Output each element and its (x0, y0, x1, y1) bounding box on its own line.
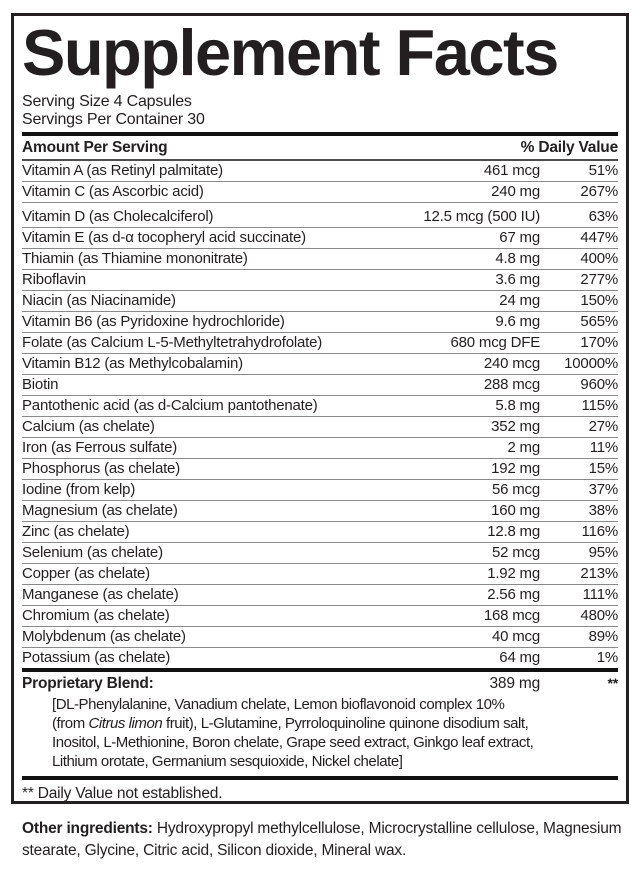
blend-description-line: [DL-Phenylalanine, Vanadium chelate, Lemon bioflavonoid complex 10% (52, 696, 505, 713)
nutrient-row (22, 479, 618, 500)
nutrient-amount: 288 mcg (483, 376, 540, 393)
proprietary-blend-row (22, 668, 618, 693)
nutrient-name: Niacin (as Niacinamide) (22, 292, 176, 309)
nutrient-dv: 11% (589, 439, 618, 456)
other-ingredients-text: Hydroxypropyl methylcellulose, Microcrystalline cellulose, Magnesium stearate, Glycine, Citric acid, Silicon dioxide, Mineral wax. (22, 820, 622, 859)
nutrient-table (22, 161, 618, 668)
nutrient-row (22, 332, 618, 353)
nutrient-name: Selenium (as chelate) (22, 544, 163, 561)
nutrient-dv: 267% (580, 183, 618, 200)
nutrient-row (22, 311, 618, 332)
nutrient-dv: 38% (588, 502, 618, 519)
nutrient-row (22, 584, 618, 605)
blend-name: Proprietary Blend: (22, 675, 154, 692)
nutrient-row (22, 374, 618, 395)
nutrient-amount: 3.6 mg (495, 271, 540, 288)
nutrient-amount: 168 mcg (483, 607, 540, 624)
nutrient-dv: 111% (582, 586, 618, 603)
nutrient-name: Calcium (as chelate) (22, 418, 155, 435)
nutrient-amount: 12.5 mcg (500 IU) (423, 208, 540, 225)
label-title: Supplement Facts (22, 16, 558, 89)
nutrient-amount: 24 mg (499, 292, 540, 309)
nutrient-dv: 15% (588, 460, 618, 477)
nutrient-dv: 565% (580, 313, 618, 330)
nutrient-name: Iodine (from kelp) (22, 481, 136, 498)
nutrient-name: Manganese (as chelate) (22, 586, 179, 603)
nutrient-row (22, 269, 618, 290)
nutrient-name: Chromium (as chelate) (22, 607, 170, 624)
nutrient-amount: 2 mg (507, 439, 540, 456)
nutrient-dv: 400% (580, 250, 618, 267)
nutrient-amount: 12.8 mg (487, 523, 540, 540)
other-ingredients (22, 818, 626, 861)
blend-dv-asterisks: ** (607, 675, 618, 691)
nutrient-dv: 213% (580, 565, 618, 582)
nutrient-dv: 95% (588, 544, 618, 561)
header-dv-label: % Daily Value (520, 139, 618, 156)
servings-per-container: Servings Per Container 30 (22, 110, 205, 128)
nutrient-name: Folate (as Calcium L-5-Methyltetrahydrofolate) (22, 334, 323, 351)
nutrient-row (22, 248, 618, 269)
nutrient-row (22, 563, 618, 584)
header-amount-label: Amount Per Serving (22, 139, 168, 156)
nutrient-dv: 960% (580, 376, 618, 393)
serving-info (22, 93, 618, 128)
nutrient-row (22, 626, 618, 647)
nutrient-amount: 240 mcg (483, 355, 540, 372)
nutrient-dv: 277% (580, 271, 618, 288)
nutrient-amount: 9.6 mg (495, 313, 540, 330)
nutrient-name: Copper (as chelate) (22, 565, 150, 582)
nutrient-amount: 52 mcg (492, 544, 540, 561)
nutrient-amount: 64 mg (499, 649, 540, 666)
nutrient-dv: 150% (580, 292, 618, 309)
nutrient-dv: 115% (581, 397, 618, 414)
nutrient-amount: 67 mg (499, 229, 540, 246)
nutrient-row (22, 227, 618, 248)
nutrient-dv: 37% (588, 481, 618, 498)
daily-value-footnote: ** Daily Value not established. (22, 785, 223, 802)
nutrient-name: Thiamin (as Thiamine mononitrate) (22, 250, 248, 267)
nutrient-name: Vitamin C (as Ascorbic acid) (22, 183, 204, 200)
nutrient-name: Iron (as Ferrous sulfate) (22, 439, 178, 456)
nutrient-name: Vitamin A (as Retinyl palmitate) (22, 162, 223, 179)
nutrient-name: Pantothenic acid (as d-Calcium pantothenate) (22, 397, 318, 414)
nutrient-row (22, 542, 618, 563)
nutrient-amount: 240 mg (491, 183, 540, 200)
nutrient-name: Vitamin B12 (as Methylcobalamin) (22, 355, 243, 372)
other-ingredients-label: Other ingredients: (22, 820, 153, 837)
nutrient-dv: 447% (580, 229, 618, 246)
nutrient-dv: 116% (581, 523, 618, 540)
nutrient-amount: 461 mcg (483, 162, 540, 179)
nutrient-row (22, 202, 618, 227)
nutrient-row (22, 416, 618, 437)
table-header (22, 136, 618, 161)
nutrient-dv: 1% (596, 649, 618, 666)
nutrient-name: Vitamin B6 (as Pyridoxine hydrochloride) (22, 313, 285, 330)
nutrient-name: Zinc (as chelate) (22, 523, 130, 540)
botanical-name-italic: Citrus limon (88, 715, 163, 732)
nutrient-name: Potassium (as chelate) (22, 649, 171, 666)
nutrient-dv: 51% (588, 162, 618, 179)
nutrient-dv: 27% (588, 418, 618, 435)
nutrient-name: Magnesium (as chelate) (22, 502, 178, 519)
serving-size: Serving Size 4 Capsules (22, 93, 192, 110)
nutrient-name: Biotin (22, 376, 59, 393)
nutrient-name: Vitamin D (as Cholecalciferol) (22, 208, 214, 225)
nutrient-row (22, 181, 618, 202)
blend-description (22, 693, 618, 776)
nutrient-amount: 680 mcg DFE (450, 334, 540, 351)
nutrient-row (22, 605, 618, 626)
nutrient-dv: 63% (588, 208, 618, 225)
nutrient-name: Phosphorus (as chelate) (22, 460, 180, 477)
nutrient-name: Riboflavin (22, 271, 86, 288)
nutrient-row (22, 500, 618, 521)
nutrient-row (22, 458, 618, 479)
blend-description-line: Inositol, L-Methionine, Boron chelate, Grape seed extract, Ginkgo leaf extract, (52, 734, 534, 751)
nutrient-amount: 2.56 mg (487, 586, 540, 603)
nutrient-row (22, 437, 618, 458)
nutrient-amount: 4.8 mg (495, 250, 540, 267)
nutrient-amount: 5.8 mg (495, 397, 540, 414)
supplement-facts-label (11, 13, 629, 804)
nutrient-amount: 1.92 mg (487, 565, 540, 582)
nutrient-name: Vitamin E (as d-α tocopheryl acid succinate) (22, 229, 306, 246)
nutrient-amount: 352 mg (491, 418, 540, 435)
blend-description-line: (from Citrus limon fruit), L-Glutamine, Pyrroloquinoline quinone disodium salt, (52, 715, 529, 732)
nutrient-row (22, 395, 618, 416)
nutrient-amount: 56 mcg (492, 481, 540, 498)
nutrient-row (22, 353, 618, 374)
nutrient-row (22, 290, 618, 311)
nutrient-row (22, 521, 618, 542)
nutrient-name: Molybdenum (as chelate) (22, 628, 186, 645)
nutrient-dv: 170% (580, 334, 618, 351)
nutrient-dv: 480% (580, 607, 618, 624)
nutrient-dv: 10000% (564, 355, 618, 372)
blend-description-line: Lithium orotate, Germanium sesquioxide, Nickel chelate] (52, 753, 403, 770)
nutrient-row (22, 647, 618, 668)
nutrient-dv: 89% (588, 628, 618, 645)
nutrient-amount: 160 mg (491, 502, 540, 519)
nutrient-amount: 192 mg (491, 460, 540, 477)
nutrient-row (22, 161, 618, 181)
blend-amount: 389 mg (489, 675, 540, 692)
nutrient-amount: 40 mcg (492, 628, 540, 645)
